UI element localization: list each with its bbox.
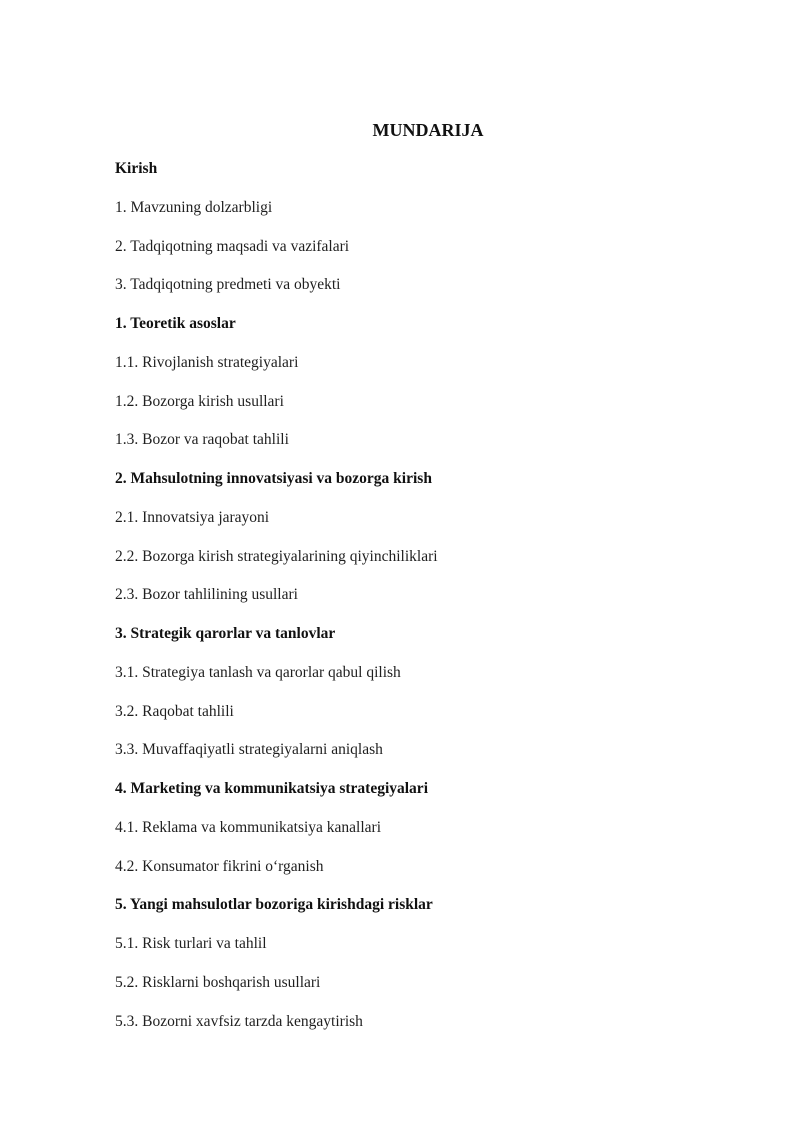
toc-entry: 2.2. Bozorga kirish strategiyalarining qiyinchiliklari xyxy=(115,547,438,565)
toc-entry: 5.3. Bozorni xavfsiz tarzda kengaytirish xyxy=(115,1012,363,1030)
toc-entry: 3.3. Muvaffaqiyatli strategiyalarni aniqlash xyxy=(115,741,383,759)
toc-section-heading: 2. Mahsulotning innovatsiyasi va bozorga kirish xyxy=(115,470,432,487)
toc-entry: 4.2. Konsumator fikrini o‘rganish xyxy=(115,857,324,875)
toc-entry: 2. Tadqiqotning maqsadi va vazifalari xyxy=(115,237,350,255)
toc-section-heading: 4. Marketing va kommunikatsiya strategiyalari xyxy=(115,780,428,797)
toc-entry: 5.1. Risk turlari va tahlil xyxy=(115,935,267,952)
toc-entry: 3.1. Strategiya tanlash va qarorlar qabul qilish xyxy=(115,663,401,681)
toc-entry: 1.3. Bozor va raqobat tahlili xyxy=(115,431,289,449)
toc-entry: 3. Tadqiqotning predmeti va obyekti xyxy=(115,276,341,294)
toc-entry: 2.3. Bozor tahlilining usullari xyxy=(115,586,298,604)
toc-section-heading: Kirish xyxy=(115,160,158,177)
toc-entry: 1. Mavzuning dolzarbligi xyxy=(115,198,273,216)
toc-entry: 1.1. Rivojlanish strategiyalari xyxy=(115,353,299,371)
toc-entry: 3.2. Raqobat tahlili xyxy=(115,702,234,720)
table-of-contents xyxy=(115,158,438,1049)
toc-entry: 2.1. Innovatsiya jarayoni xyxy=(115,508,270,526)
toc-section-heading: 1. Teoretik asoslar xyxy=(115,315,236,332)
toc-section-heading: 3. Strategik qarorlar va tanlovlar xyxy=(115,625,336,642)
toc-entry: 1.2. Bozorga kirish usullari xyxy=(115,392,284,410)
page-title: MUNDARIJA xyxy=(372,120,484,140)
toc-entry: 5.2. Risklarni boshqarish usullari xyxy=(115,973,321,991)
toc-entry: 4.1. Reklama va kommunikatsiya kanallari xyxy=(115,818,382,836)
toc-section-heading: 5. Yangi mahsulotlar bozoriga kirishdagi risklar xyxy=(115,896,433,914)
